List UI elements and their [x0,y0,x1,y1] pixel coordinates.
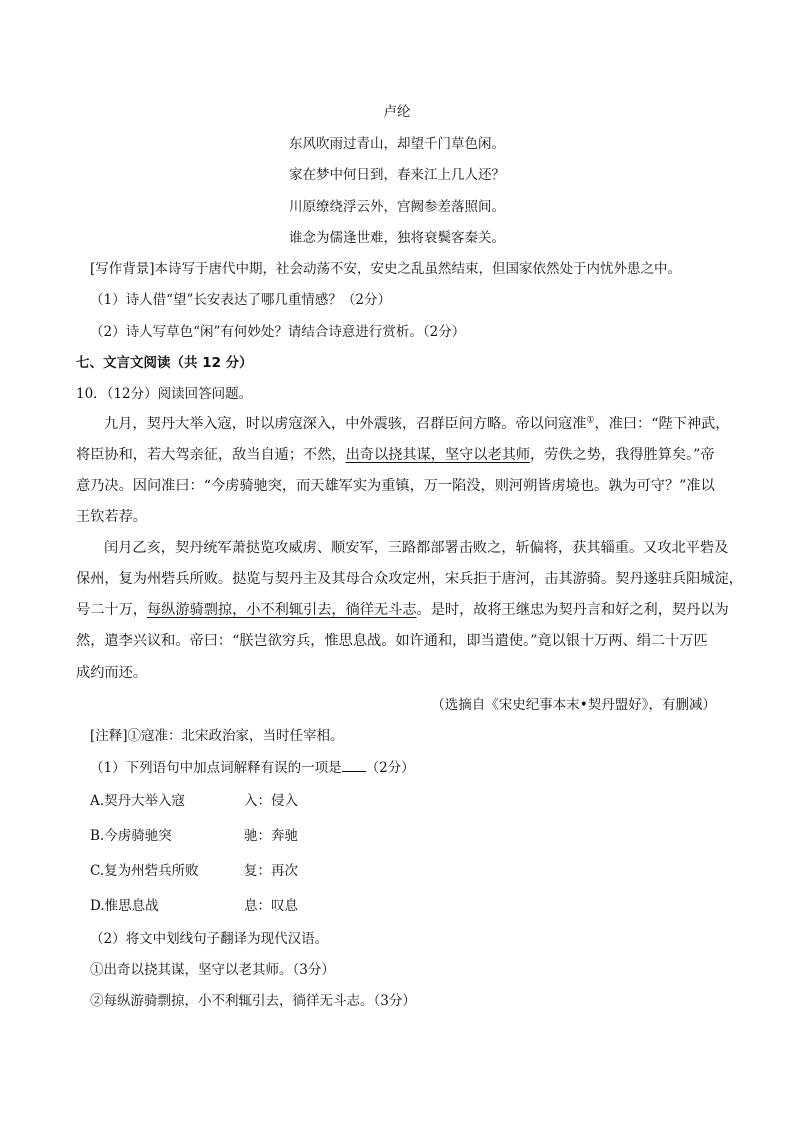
text-run: 九月，契丹大举入寇，时以虏寇深入，中外震骇，召群臣问方略。帝以问寇准 [104,416,587,432]
passage-p1-line-2 [76,445,715,465]
option-c-phrase: C.复为州砦兵所败 [90,863,199,879]
passage-p2-line-5: 成约而还。 [76,665,147,681]
translation-item-2: ②每纵游骑剽掠，小不利辄引去，徜徉无斗志。（3分） [90,993,416,1009]
option-b-phrase: B.今虏骑驰突 [90,828,172,844]
option-a-phrase: A.契丹大举入寇 [90,793,186,809]
text-run: 将臣协和，若大驾亲征，敌当自遁；不然， [76,447,346,463]
passage-p1-line-1 [104,414,729,434]
poem-question-2: （2）诗人写草色“闲”有何妙处？请结合诗意进行赏析。（2分） [90,324,466,340]
poem-author: 卢纶 [383,104,411,120]
text-run: ，劳佚之势，我得胜算矣。”帝 [530,447,715,463]
text-run: 号二十万， [76,602,147,618]
option-c [0,861,794,881]
question-10-intro: 10．（12分）阅读回答问题。 [76,386,253,402]
passage-p1-line-4: 王钦若荐。 [76,509,147,525]
option-b [0,826,794,846]
option-b-explanation: 驰：奔驰 [244,828,298,844]
option-a-explanation: 入：侵入 [244,793,298,809]
option-d-phrase: D.惟思息战 [90,898,159,914]
poem-line-1: 东风吹雨过青山，却望千门草色闲。 [289,136,505,152]
option-c-explanation: 复：再次 [244,863,298,879]
translation-item-1: ①出奇以挠其谋，坚守以老其师。（3分） [90,962,335,978]
text-run: （1）下列语句中加点词解释有误的一项是 [90,760,342,776]
text-run: 。是时，故将王继忠为契丹言和好之利，契丹以为 [416,602,729,618]
text-run: （2分） [365,760,415,776]
passage-p2-line-2: 保州，复为州砦兵所败。挞览与契丹主及其母合众攻定州，宋兵拒于唐河，击其游骑。契丹遂驻兵阳城淀， [76,571,743,587]
text-run: ，准曰：“陛下神武， [594,416,730,432]
footnote-marker: ① [586,415,595,426]
writing-background: [写作背景]本诗写于唐代中期，社会动荡不安，安史之乱虽然结束，但国家依然处于内忧外患之中。 [90,261,682,277]
option-a [0,791,794,811]
passage-p1-line-3: 意乃决。因问准曰：“今虏骑驰突，而天雄军实为重镇，万一陷没，则河朔皆虏境也。孰为可守？”准以 [76,478,715,494]
option-d-explanation: 息：叹息 [244,898,298,914]
option-d [0,896,794,916]
underlined-sentence-1: 出奇以挠其谋，坚守以老其师 [345,447,531,463]
poem-line-2: 家在梦中何日到，春来江上几人还？ [289,167,505,183]
sub-question-2: （2）将文中划线句子翻译为现代汉语。 [90,931,329,947]
poem-question-1: （1）诗人借“望”长安表达了哪几重情感？（2分） [90,292,391,308]
section-title: 七、文言文阅读（共 12 分） [76,355,253,371]
passage-p2-line-4: 然，遣李兴议和。帝曰：“朕岂欲穷兵，惟思息战。如许通和，即当遣使。”竟以银十万两、绢二十万匹 [76,633,708,649]
answer-blank[interactable] [342,757,366,772]
sub-question-1 [90,757,415,778]
underlined-sentence-2: 每纵游骑剽掠，小不利辄引去，徜徉无斗志 [146,602,417,618]
poem-line-3: 川原缭绕浮云外，宫阙参差落照间。 [289,199,505,215]
passage-p2-line-1: 闰月乙亥，契丹统军萧挞览攻威虏、顺安军，三路都部署击败之，斩偏将，获其辎重。又攻北平砦及 [104,540,729,556]
poem-line-4: 谁念为儒逢世难，独将衰鬓客秦关。 [289,230,505,246]
passage-source: （选摘自《宋史纪事本末•契丹盟好》，有删减） [431,697,716,713]
footnote: [注释]①寇准：北宋政治家，当时任宰相。 [90,728,344,744]
passage-p2-line-3 [76,600,729,620]
